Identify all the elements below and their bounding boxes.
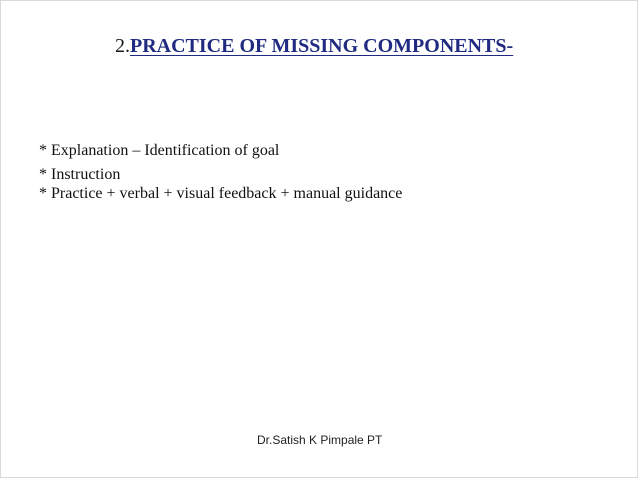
title-heading: PRACTICE OF MISSING COMPONENTS-	[130, 35, 514, 57]
bullet-list	[39, 141, 402, 203]
bullet-item-explanation: * Explanation – Identification of goal	[39, 142, 280, 159]
title-number: 2.	[115, 35, 130, 57]
bullet-item-instruction: * Instruction	[39, 166, 121, 183]
slide-footer: Dr.Satish K Pimpale PT	[257, 433, 383, 447]
slide-title	[115, 35, 513, 58]
bullet-item-practice: * Practice + verbal + visual feedback + manual guidance	[39, 185, 403, 202]
